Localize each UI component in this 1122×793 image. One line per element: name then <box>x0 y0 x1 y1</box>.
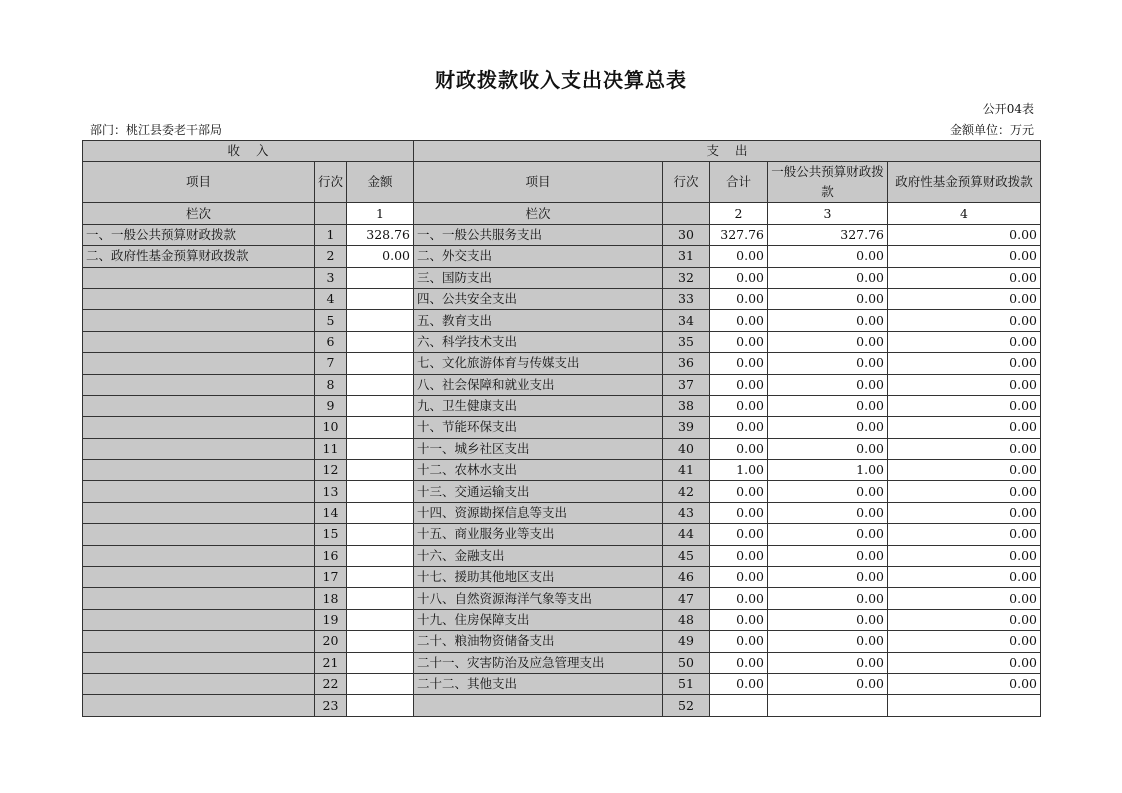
income-item-cell <box>83 267 315 288</box>
total-cell: 0.00 <box>710 631 768 652</box>
expense-row-no-cell: 44 <box>663 524 710 545</box>
table-row <box>83 374 1041 395</box>
income-row-no-cell: 2 <box>315 246 347 267</box>
total-cell: 0.00 <box>710 395 768 416</box>
page-title: 财政拨款收入支出决算总表 <box>435 68 687 92</box>
gov-fund-cell: 0.00 <box>888 652 1041 673</box>
total-cell: 0.00 <box>710 481 768 502</box>
expense-item-cell: 十七、援助其他地区支出 <box>414 567 663 588</box>
general-budget-cell: 0.00 <box>768 310 888 331</box>
income-item-cell <box>83 567 315 588</box>
income-item-cell: 一、一般公共预算财政拨款 <box>83 224 315 245</box>
col-number-4: 4 <box>888 203 1041 224</box>
income-amount-cell <box>347 652 414 673</box>
total-cell: 0.00 <box>710 545 768 566</box>
expense-item-cell: 五、教育支出 <box>414 310 663 331</box>
income-item-cell <box>83 673 315 694</box>
expense-item-header: 项目 <box>414 162 663 203</box>
income-item-header: 项目 <box>83 162 315 203</box>
income-row-no-cell: 19 <box>315 609 347 630</box>
income-amount-cell <box>347 524 414 545</box>
expense-item-cell: 十、节能环保支出 <box>414 417 663 438</box>
income-row-no-cell: 1 <box>315 224 347 245</box>
income-row-no-cell: 10 <box>315 417 347 438</box>
expense-item-cell: 十一、城乡社区支出 <box>414 438 663 459</box>
gov-fund-cell: 0.00 <box>888 609 1041 630</box>
income-row-no-cell: 9 <box>315 395 347 416</box>
income-amount-cell <box>347 267 414 288</box>
gov-fund-cell: 0.00 <box>888 673 1041 694</box>
gov-fund-header: 政府性基金预算财政拨款 <box>888 162 1041 203</box>
income-row-no-cell: 12 <box>315 460 347 481</box>
expense-row-no-cell: 32 <box>663 267 710 288</box>
income-amount-cell <box>347 288 414 309</box>
general-budget-cell: 0.00 <box>768 267 888 288</box>
total-cell: 0.00 <box>710 267 768 288</box>
expense-row-no-cell: 47 <box>663 588 710 609</box>
general-budget-cell <box>768 695 888 716</box>
income-item-cell <box>83 652 315 673</box>
income-row-no-cell: 4 <box>315 288 347 309</box>
expense-item-cell: 十九、住房保障支出 <box>414 609 663 630</box>
expense-item-cell: 一、一般公共服务支出 <box>414 224 663 245</box>
table-row <box>83 609 1041 630</box>
income-row-no-cell: 20 <box>315 631 347 652</box>
income-item-cell <box>83 417 315 438</box>
expense-row-no-cell: 40 <box>663 438 710 459</box>
income-amount-cell <box>347 609 414 630</box>
expense-row-no-cell: 33 <box>663 288 710 309</box>
income-col-label: 栏次 <box>83 203 315 224</box>
general-budget-cell: 0.00 <box>768 652 888 673</box>
table-row <box>83 267 1041 288</box>
general-budget-cell: 0.00 <box>768 524 888 545</box>
expense-row-no-col <box>663 203 710 224</box>
gov-fund-cell: 0.00 <box>888 288 1041 309</box>
income-item-cell <box>83 502 315 523</box>
total-cell: 0.00 <box>710 374 768 395</box>
gov-fund-cell: 0.00 <box>888 246 1041 267</box>
general-budget-header: 一般公共预算财政拨款 <box>768 162 888 203</box>
total-cell: 0.00 <box>710 652 768 673</box>
table-row <box>83 524 1041 545</box>
expense-section-header: 支 出 <box>414 141 1041 162</box>
gov-fund-cell: 0.00 <box>888 631 1041 652</box>
income-item-cell <box>83 631 315 652</box>
income-item-cell <box>83 353 315 374</box>
total-cell: 0.00 <box>710 417 768 438</box>
general-budget-cell: 0.00 <box>768 631 888 652</box>
general-budget-cell: 0.00 <box>768 374 888 395</box>
total-cell: 0.00 <box>710 524 768 545</box>
income-amount-cell <box>347 331 414 352</box>
income-amount-cell <box>347 374 414 395</box>
expense-item-cell: 二十二、其他支出 <box>414 673 663 694</box>
expense-item-cell: 二十一、灾害防治及应急管理支出 <box>414 652 663 673</box>
expense-item-cell: 三、国防支出 <box>414 267 663 288</box>
expense-item-cell: 六、科学技术支出 <box>414 331 663 352</box>
income-item-cell <box>83 331 315 352</box>
total-cell: 1.00 <box>710 460 768 481</box>
expense-col-label: 栏次 <box>414 203 663 224</box>
income-item-cell <box>83 609 315 630</box>
expense-item-cell: 十三、交通运输支出 <box>414 481 663 502</box>
col-number-2: 2 <box>710 203 768 224</box>
unit-label: 金额单位：万元 <box>949 123 1034 137</box>
general-budget-cell: 1.00 <box>768 460 888 481</box>
expense-item-cell: 八、社会保障和就业支出 <box>414 374 663 395</box>
gov-fund-cell <box>888 695 1041 716</box>
income-amount-cell <box>347 695 414 716</box>
table-row <box>83 438 1041 459</box>
income-item-cell: 二、政府性基金预算财政拨款 <box>83 246 315 267</box>
table-row <box>83 673 1041 694</box>
expense-row-no-cell: 36 <box>663 353 710 374</box>
expense-row-no-cell: 41 <box>663 460 710 481</box>
gov-fund-cell: 0.00 <box>888 353 1041 374</box>
gov-fund-cell: 0.00 <box>888 460 1041 481</box>
income-item-cell <box>83 481 315 502</box>
income-amount-header: 金额 <box>347 162 414 203</box>
table-row <box>83 695 1041 716</box>
expense-item-cell: 二十、粮油物资储备支出 <box>414 631 663 652</box>
department-label: 部门：桃江县委老干部局 <box>90 123 223 137</box>
income-amount-cell: 328.76 <box>347 224 414 245</box>
table-row <box>83 545 1041 566</box>
expense-item-cell: 十五、商业服务业等支出 <box>414 524 663 545</box>
general-budget-cell: 327.76 <box>768 224 888 245</box>
table-row <box>83 395 1041 416</box>
total-cell: 0.00 <box>710 567 768 588</box>
total-cell: 327.76 <box>710 224 768 245</box>
general-budget-cell: 0.00 <box>768 588 888 609</box>
total-cell: 0.00 <box>710 438 768 459</box>
income-row-no-header: 行次 <box>315 162 347 203</box>
column-header-row <box>83 162 1041 203</box>
expense-item-cell: 七、文化旅游体育与传媒支出 <box>414 353 663 374</box>
column-number-row <box>83 203 1041 224</box>
table-row <box>83 353 1041 374</box>
general-budget-cell: 0.00 <box>768 609 888 630</box>
table-row <box>83 331 1041 352</box>
gov-fund-cell: 0.00 <box>888 331 1041 352</box>
income-row-no-cell: 22 <box>315 673 347 694</box>
expense-item-cell: 十八、自然资源海洋气象等支出 <box>414 588 663 609</box>
income-amount-cell <box>347 417 414 438</box>
expense-row-no-cell: 46 <box>663 567 710 588</box>
income-amount-cell <box>347 588 414 609</box>
total-cell: 0.00 <box>710 353 768 374</box>
income-row-no-cell: 21 <box>315 652 347 673</box>
income-row-no-cell: 17 <box>315 567 347 588</box>
income-item-cell <box>83 460 315 481</box>
gov-fund-cell: 0.00 <box>888 438 1041 459</box>
income-item-cell <box>83 695 315 716</box>
gov-fund-cell: 0.00 <box>888 481 1041 502</box>
col-number-1: 1 <box>347 203 414 224</box>
general-budget-cell: 0.00 <box>768 673 888 694</box>
total-cell: 0.00 <box>710 588 768 609</box>
gov-fund-cell: 0.00 <box>888 310 1041 331</box>
expense-item-cell: 九、卫生健康支出 <box>414 395 663 416</box>
income-item-cell <box>83 374 315 395</box>
total-cell <box>710 695 768 716</box>
total-cell: 0.00 <box>710 246 768 267</box>
table-row <box>83 588 1041 609</box>
income-row-no-cell: 15 <box>315 524 347 545</box>
gov-fund-cell: 0.00 <box>888 567 1041 588</box>
income-item-cell <box>83 438 315 459</box>
income-item-cell <box>83 288 315 309</box>
form-code: 公开04表 <box>982 102 1034 116</box>
income-amount-cell <box>347 310 414 331</box>
general-budget-cell: 0.00 <box>768 288 888 309</box>
general-budget-cell: 0.00 <box>768 395 888 416</box>
col-number-3: 3 <box>768 203 888 224</box>
gov-fund-cell: 0.00 <box>888 588 1041 609</box>
gov-fund-cell: 0.00 <box>888 545 1041 566</box>
income-amount-cell <box>347 481 414 502</box>
table-row <box>83 224 1041 245</box>
table-row <box>83 417 1041 438</box>
total-cell: 0.00 <box>710 288 768 309</box>
income-row-no-cell: 18 <box>315 588 347 609</box>
income-amount-cell <box>347 545 414 566</box>
income-item-cell <box>83 588 315 609</box>
income-section-header: 收 入 <box>83 141 414 162</box>
income-row-no-col <box>315 203 347 224</box>
total-header: 合计 <box>710 162 768 203</box>
expense-row-no-cell: 48 <box>663 609 710 630</box>
expense-row-no-header: 行次 <box>663 162 710 203</box>
expense-row-no-cell: 34 <box>663 310 710 331</box>
total-cell: 0.00 <box>710 310 768 331</box>
expense-row-no-cell: 31 <box>663 246 710 267</box>
general-budget-cell: 0.00 <box>768 331 888 352</box>
expense-row-no-cell: 39 <box>663 417 710 438</box>
expense-item-cell: 十四、资源勘探信息等支出 <box>414 502 663 523</box>
section-header-row <box>83 141 1041 162</box>
income-row-no-cell: 11 <box>315 438 347 459</box>
table-row <box>83 481 1041 502</box>
table-row <box>83 460 1041 481</box>
expense-item-cell: 十二、农林水支出 <box>414 460 663 481</box>
income-row-no-cell: 3 <box>315 267 347 288</box>
table-row <box>83 310 1041 331</box>
expense-row-no-cell: 35 <box>663 331 710 352</box>
expense-row-no-cell: 45 <box>663 545 710 566</box>
income-row-no-cell: 16 <box>315 545 347 566</box>
expense-row-no-cell: 38 <box>663 395 710 416</box>
expense-row-no-cell: 52 <box>663 695 710 716</box>
gov-fund-cell: 0.00 <box>888 524 1041 545</box>
total-cell: 0.00 <box>710 609 768 630</box>
table-row <box>83 502 1041 523</box>
income-amount-cell: 0.00 <box>347 246 414 267</box>
income-row-no-cell: 23 <box>315 695 347 716</box>
general-budget-cell: 0.00 <box>768 353 888 374</box>
income-amount-cell <box>347 673 414 694</box>
table-row <box>83 246 1041 267</box>
income-row-no-cell: 5 <box>315 310 347 331</box>
gov-fund-cell: 0.00 <box>888 395 1041 416</box>
general-budget-cell: 0.00 <box>768 481 888 502</box>
expense-item-cell: 二、外交支出 <box>414 246 663 267</box>
expense-row-no-cell: 50 <box>663 652 710 673</box>
income-row-no-cell: 6 <box>315 331 347 352</box>
income-item-cell <box>83 545 315 566</box>
income-amount-cell <box>347 502 414 523</box>
gov-fund-cell: 0.00 <box>888 224 1041 245</box>
expense-row-no-cell: 49 <box>663 631 710 652</box>
table-row <box>83 631 1041 652</box>
income-amount-cell <box>347 460 414 481</box>
income-item-cell <box>83 395 315 416</box>
gov-fund-cell: 0.00 <box>888 267 1041 288</box>
table-row <box>83 567 1041 588</box>
income-item-cell <box>83 310 315 331</box>
income-item-cell <box>83 524 315 545</box>
income-row-no-cell: 13 <box>315 481 347 502</box>
gov-fund-cell: 0.00 <box>888 374 1041 395</box>
general-budget-cell: 0.00 <box>768 438 888 459</box>
expense-item-cell: 四、公共安全支出 <box>414 288 663 309</box>
income-amount-cell <box>347 353 414 374</box>
general-budget-cell: 0.00 <box>768 545 888 566</box>
total-cell: 0.00 <box>710 673 768 694</box>
general-budget-cell: 0.00 <box>768 246 888 267</box>
table-row <box>83 288 1041 309</box>
table-row <box>83 652 1041 673</box>
income-amount-cell <box>347 438 414 459</box>
general-budget-cell: 0.00 <box>768 417 888 438</box>
expense-row-no-cell: 37 <box>663 374 710 395</box>
income-row-no-cell: 8 <box>315 374 347 395</box>
expense-row-no-cell: 42 <box>663 481 710 502</box>
expense-row-no-cell: 43 <box>663 502 710 523</box>
budget-summary-table <box>82 140 1041 717</box>
income-row-no-cell: 7 <box>315 353 347 374</box>
gov-fund-cell: 0.00 <box>888 417 1041 438</box>
general-budget-cell: 0.00 <box>768 567 888 588</box>
income-amount-cell <box>347 631 414 652</box>
total-cell: 0.00 <box>710 502 768 523</box>
gov-fund-cell: 0.00 <box>888 502 1041 523</box>
total-cell: 0.00 <box>710 331 768 352</box>
income-amount-cell <box>347 395 414 416</box>
expense-item-cell: 十六、金融支出 <box>414 545 663 566</box>
expense-item-cell <box>414 695 663 716</box>
expense-row-no-cell: 30 <box>663 224 710 245</box>
income-row-no-cell: 14 <box>315 502 347 523</box>
expense-row-no-cell: 51 <box>663 673 710 694</box>
income-amount-cell <box>347 567 414 588</box>
general-budget-cell: 0.00 <box>768 502 888 523</box>
